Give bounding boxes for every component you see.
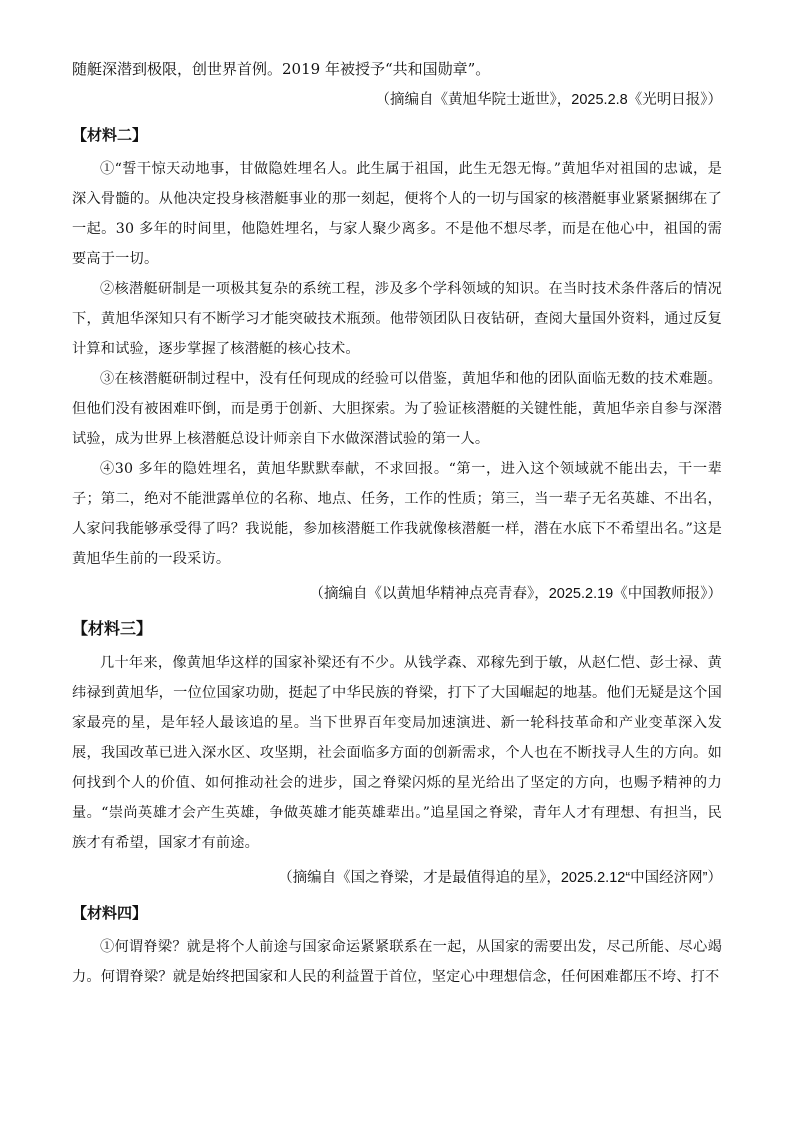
material-2-heading: 【材料二】 xyxy=(72,126,148,144)
material-3-heading: 【材料三】 xyxy=(72,619,153,638)
material-4-heading: 【材料四】 xyxy=(72,904,148,922)
material-2-paragraph-3: ③在核潜艇研制过程中，没有任何现成的经验可以借鉴，黄旭华和他的团队面临无数的技术难题。但他们没有被困难吓倒，而是勇于创新、大胆探索。为了验证核潜艇的关键性能，黄旭华亲自参与深潜试验，成为世界上核潜艇总设计师亲自下水做深潜试验的第一人。 xyxy=(72,371,722,447)
document-page xyxy=(72,58,722,992)
material-2-paragraph-1: ①“誓干惊天动地事，甘做隐姓埋名人。此生属于祖国，此生无怨无悔。”黄旭华对祖国的忠诚，是深入骨髓的。从他决定投身核潜艇事业的那一刻起，便将个人的一切与国家的核潜艇事业紧紧捆绑在了一起。30 多年的时间里，他隐姓埋名，与家人聚少离多。不是他不想尽孝，而是在他心中，祖国的需要高于一切。 xyxy=(72,161,722,267)
material-2-paragraph-4: ④30 多年的隐姓埋名，黄旭华默默奉献，不求回报。“第一，进入这个领域就不能出去，干一辈子；第二，绝对不能泄露单位的名称、地点、任务，工作的性质；第三，当一辈子无名英雄、不出名，人家问我能够承受得了吗？我说能，参加核潜艇工作我就像核潜艇一样，潜在水底下不希望出名。”这是黄旭华生前的一段采访。 xyxy=(72,461,722,567)
material-4-paragraph-1: ①何谓脊梁？就是将个人前途与国家命运紧紧联系在一起，从国家的需要出发，尽己所能、尽心竭力。何谓脊梁？就是始终把国家和人民的利益置于首位，坚定心中理想信念，任何困难都压不垮、打不 xyxy=(72,939,722,985)
material-3-paragraph-1: 几十年来，像黄旭华这样的国家补梁还有不少。从钱学森、邓稼先到于敏，从赵仁恺、彭士禄、黄纬禄到黄旭华，一位位国家功勋，挺起了中华民族的脊梁，打下了大国崛起的地基。他们无疑是这个国家最亮的星，是年轻人最该追的星。当下世界百年变局加速演进、新一轮科技革命和产业变革深入发展，我国改革已进入深水区、攻坚期，社会面临多方面的创新需求，个人也在不断找寻人生的方向。如何找到个人的价值、如何推动社会的进步，国之脊梁闪烁的星光给出了坚定的方向，也赐予精神的力量。“崇尚英雄才会产生英雄，争做英雄才能英雄辈出。”追星国之脊梁，青年人才有理想、有担当，民族才有希望，国家才有前途。 xyxy=(72,655,722,851)
source-material-1: （摘编自《黄旭华院士逝世》，2025.2.8《光明日报》） xyxy=(375,92,722,108)
source-material-2: （摘编自《以黄旭华精神点亮青春》，2025.2.19《中国教师报》） xyxy=(309,586,722,602)
intro-line: 随艇深潜到极限，创世界首例。2019 年被授予“共和国勋章”。 xyxy=(72,60,491,78)
source-material-3: （摘编自《国之脊梁，才是最值得追的星》，2025.2.12“中国经济网”） xyxy=(278,870,722,886)
material-2-paragraph-2: ②核潜艇研制是一项极其复杂的系统工程，涉及多个学科领域的知识。在当时技术条件落后的情况下，黄旭华深知只有不断学习才能突破技术瓶颈。他带领团队日夜钻研，查阅大量国外资料，通过反复计算和试验，逐步掌握了核潜艇的核心技术。 xyxy=(72,281,722,357)
